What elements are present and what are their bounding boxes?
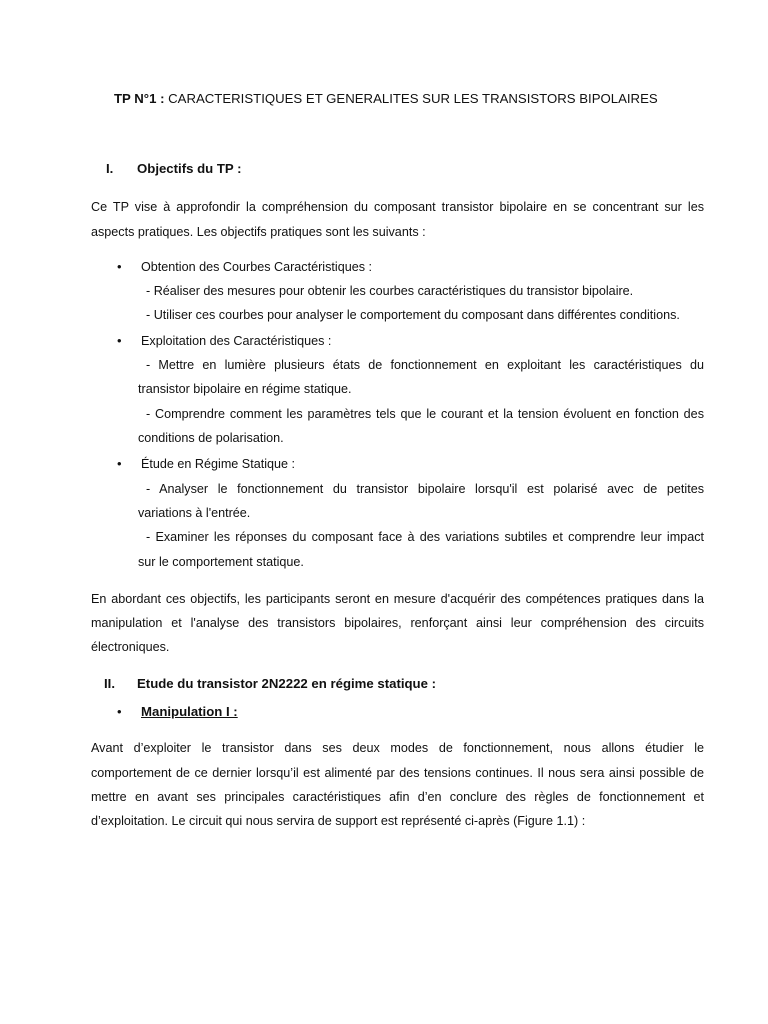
- bullet-3-glyph: •: [117, 456, 122, 471]
- bullet-2-line-4: conditions de polarisation.: [138, 431, 284, 445]
- manipulation-bullet-glyph: •: [117, 704, 122, 719]
- document-title: [114, 91, 714, 106]
- bullet-1-line-1: - Réaliser des mesures pour obtenir les courbes caractéristiques du transistor bipolaire.: [146, 284, 634, 298]
- manipulation-heading: Manipulation I :: [141, 704, 238, 719]
- bullet-1-line-2: - Utiliser ces courbes pour analyser le comportement du composant dans différentes conditions.: [146, 308, 680, 322]
- bullet-3-line-4: sur le comportement statique.: [138, 555, 304, 569]
- conclusion-line-2: manipulation et l'analyse des transistors bipolaires, renforçant ainsi leur compréhension des circuits: [91, 616, 704, 630]
- bullet-3-line-1: - Analyser le fonctionnement du transistor bipolaire lorsqu'il est polarisé avec de petites: [146, 482, 704, 496]
- title-prefix: TP N°1 :: [114, 91, 165, 106]
- section-2-title: Etude du transistor 2N2222 en régime statique :: [137, 676, 436, 691]
- title-text: CARACTERISTIQUES ET GENERALITES SUR LES TRANSISTORS BIPOLAIRES: [168, 91, 658, 106]
- bullet-3-line-3: - Examiner les réponses du composant face à des variations subtiles et comprendre leur impact: [146, 530, 704, 544]
- section-2-line-1: Avant d’exploiter le transistor dans ses deux modes de fonctionnement, nous allons étudier le: [91, 741, 704, 755]
- bullet-3-line-2: variations à l'entrée.: [138, 506, 251, 520]
- bullet-2-label: Exploitation des Caractéristiques :: [141, 334, 332, 348]
- section-2-line-4: d’exploitation. Le circuit qui nous servira de support est représenté ci-après (Figure 1.1) :: [91, 814, 586, 828]
- conclusion-line-1: En abordant ces objectifs, les participants seront en mesure d'acquérir des compétences pratiques dans la: [91, 592, 704, 606]
- bullet-3-label: Étude en Régime Statique :: [141, 457, 296, 471]
- bullet-1-label: Obtention des Courbes Caractéristiques :: [141, 260, 373, 274]
- bullet-1-glyph: •: [117, 259, 122, 274]
- section-2-line-2: comportement de ce dernier lorsqu’il est alimenté par des tensions continues. Il nous sera ainsi possible de: [91, 766, 704, 780]
- section-1-title: Objectifs du TP :: [137, 161, 242, 176]
- bullet-2-line-3: - Comprendre comment les paramètres tels que le courant et la tension évoluent en fonction des: [146, 407, 704, 421]
- bullet-2-line-2: transistor bipolaire en régime statique.: [138, 382, 352, 396]
- conclusion-line-3: électroniques.: [91, 640, 170, 654]
- bullet-2-glyph: •: [117, 333, 122, 348]
- intro-line-1: Ce TP vise à approfondir la compréhension du composant transistor bipolaire en se concentrant sur les: [91, 200, 704, 214]
- section-1-number: I.: [106, 161, 114, 176]
- intro-line-2: aspects pratiques. Les objectifs pratiques sont les suivants :: [91, 225, 426, 239]
- bullet-2-line-1: - Mettre en lumière plusieurs états de fonctionnement en exploitant les caractéristiques du: [146, 358, 704, 372]
- section-2-line-3: mettre en avant ses principales caractéristiques afin d’en conclure des règles de fonctionnement et: [91, 790, 704, 804]
- section-2-number: II.: [104, 676, 115, 691]
